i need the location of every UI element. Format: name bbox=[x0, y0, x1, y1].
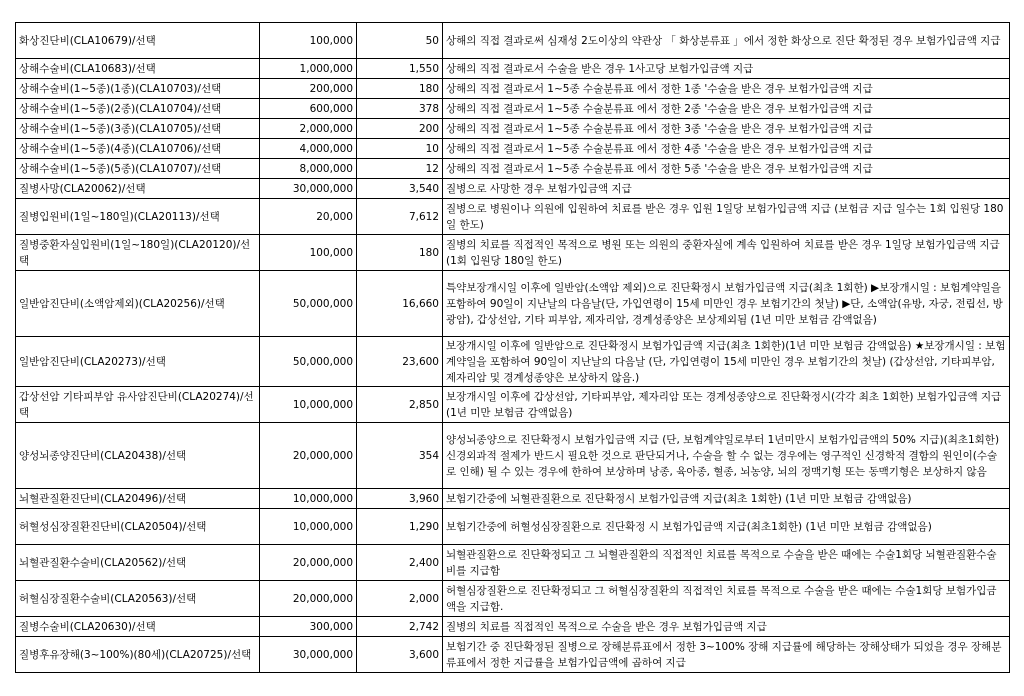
table-row bbox=[16, 387, 1010, 423]
coverage-name: 상해수술비(1~5종)(2종)(CLA10704)/선택 bbox=[16, 99, 260, 119]
premium: 2,400 bbox=[357, 545, 443, 581]
table-row bbox=[16, 59, 1010, 79]
coverage-name: 질병입원비(1일~180일)(CLA20113)/선택 bbox=[16, 199, 260, 235]
coverage-description: 질병의 치료를 직접적인 목적으로 병원 또는 의원의 중환자실에 계속 입원하여 치료를 받은 경우 1일당 보험가입금액 지급(1회 입원당 180일 한도) bbox=[443, 235, 1010, 271]
insured-amount: 4,000,000 bbox=[260, 139, 357, 159]
coverage-description: 질병으로 병원이나 의원에 입원하여 치료를 받은 경우 입원 1일당 보험가입금액 지급 (보험금 지급 일수는 1회 입원당 180일 한도) bbox=[443, 199, 1010, 235]
coverage-table bbox=[15, 22, 1010, 673]
coverage-name: 화상진단비(CLA10679)/선택 bbox=[16, 23, 260, 59]
table-row bbox=[16, 637, 1010, 673]
coverage-name: 갑상선암 기타피부암 유사암진단비(CLA20274)/선택 bbox=[16, 387, 260, 423]
insured-amount: 8,000,000 bbox=[260, 159, 357, 179]
coverage-name: 양성뇌종양진단비(CLA20438)/선택 bbox=[16, 423, 260, 489]
insured-amount: 50,000,000 bbox=[260, 271, 357, 337]
premium: 23,600 bbox=[357, 337, 443, 387]
coverage-name: 뇌혈관질환수술비(CLA20562)/선택 bbox=[16, 545, 260, 581]
coverage-description: 허혈심장질환으로 진단확정되고 그 허혈심장질환의 직접적인 치료를 목적으로 수술을 받은 때에는 수술1회당 보험가입금액을 지급함. bbox=[443, 581, 1010, 617]
premium: 1,550 bbox=[357, 59, 443, 79]
premium: 12 bbox=[357, 159, 443, 179]
coverage-description: 질병으로 사망한 경우 보험가입금액 지급 bbox=[443, 179, 1010, 199]
table-row bbox=[16, 509, 1010, 545]
coverage-name: 질병중환자실입원비(1일~180일)(CLA20120)/선택 bbox=[16, 235, 260, 271]
coverage-name: 상해수술비(CLA10683)/선택 bbox=[16, 59, 260, 79]
premium: 2,850 bbox=[357, 387, 443, 423]
table-row bbox=[16, 199, 1010, 235]
table-row bbox=[16, 423, 1010, 489]
insured-amount: 50,000,000 bbox=[260, 337, 357, 387]
table-row bbox=[16, 581, 1010, 617]
premium: 50 bbox=[357, 23, 443, 59]
coverage-description: 상해의 직접 결과로서 1~5종 수술분류표 에서 정한 2종 '수술을 받은 경우 보험가입금액 지급 bbox=[443, 99, 1010, 119]
coverage-table-body bbox=[16, 23, 1010, 673]
insured-amount: 20,000,000 bbox=[260, 545, 357, 581]
coverage-name: 일반암진단비(소액암제외)(CLA20256)/선택 bbox=[16, 271, 260, 337]
coverage-description: 상해의 직접 결과로서 수술을 받은 경우 1사고당 보험가입금액 지급 bbox=[443, 59, 1010, 79]
table-row bbox=[16, 99, 1010, 119]
insured-amount: 30,000,000 bbox=[260, 179, 357, 199]
insured-amount: 30,000,000 bbox=[260, 637, 357, 673]
premium: 10 bbox=[357, 139, 443, 159]
table-row bbox=[16, 617, 1010, 637]
insured-amount: 20,000,000 bbox=[260, 581, 357, 617]
premium: 2,742 bbox=[357, 617, 443, 637]
coverage-description: 질병의 치료를 직접적인 목적으로 수술을 받은 경우 보험가입금액 지급 bbox=[443, 617, 1010, 637]
coverage-name: 상해수술비(1~5종)(1종)(CLA10703)/선택 bbox=[16, 79, 260, 99]
table-row bbox=[16, 235, 1010, 271]
insured-amount: 600,000 bbox=[260, 99, 357, 119]
coverage-name: 질병수술비(CLA20630)/선택 bbox=[16, 617, 260, 637]
insured-amount: 10,000,000 bbox=[260, 387, 357, 423]
insured-amount: 200,000 bbox=[260, 79, 357, 99]
premium: 180 bbox=[357, 235, 443, 271]
insured-amount: 10,000,000 bbox=[260, 509, 357, 545]
premium: 16,660 bbox=[357, 271, 443, 337]
insured-amount: 2,000,000 bbox=[260, 119, 357, 139]
insured-amount: 100,000 bbox=[260, 235, 357, 271]
coverage-description: 보험기간 중 진단확정된 질병으로 장해분류표에서 정한 3~100% 장해 지급률에 해당하는 장해상태가 되었을 경우 장해분류표에서 정한 지급률을 보험가입금액에 곱하여 지급 bbox=[443, 637, 1010, 673]
coverage-description: 보장개시일 이후에 일반암으로 진단확정시 보험가입금액 지급(최초 1회한)(1년 미만 보험금 감액없음) ★보장개시일 : 보험계약일을 포함하여 90일이 지난날의 다음날 (단, 가입연령이 15세 미만인 경우 보험기간의 첫날) (갑상선암, 기타피부암, 제자리암 및 경계성종양은 보상하지 않음.) bbox=[443, 337, 1010, 387]
table-row bbox=[16, 545, 1010, 581]
premium: 1,290 bbox=[357, 509, 443, 545]
insured-amount: 1,000,000 bbox=[260, 59, 357, 79]
coverage-name: 질병후유장해(3~100%)(80세)(CLA20725)/선택 bbox=[16, 637, 260, 673]
coverage-description: 상해의 직접 결과로서 1~5종 수술분류표 에서 정한 3종 '수술을 받은 경우 보험가입금액 지급 bbox=[443, 119, 1010, 139]
insured-amount: 10,000,000 bbox=[260, 489, 357, 509]
coverage-description: 상해의 직접 결과로써 심재성 2도이상의 약관상 「 화상분류표 」에서 정한 화상으로 진단 확정된 경우 보험가입금액 지급 bbox=[443, 23, 1010, 59]
coverage-description: 특약보장개시일 이후에 일반암(소액암 제외)으로 진단확정시 보험가입금액 지급(최초 1회한) ▶보장개시일 : 보험계약일을 포함하여 90일이 지난날의 다음날(단, 가입연령이 15세 미만인 경우 보험기간의 첫날) ▶단, 소액암(유방, 자궁, 전립선, 방광암), 갑상선암, 기타 피부암, 제자리암, 경계성종양은 보상제외됨 (1년 미만 보험금 감액없음) bbox=[443, 271, 1010, 337]
premium: 378 bbox=[357, 99, 443, 119]
insured-amount: 20,000 bbox=[260, 199, 357, 235]
coverage-name: 질병사망(CLA20062)/선택 bbox=[16, 179, 260, 199]
insured-amount: 300,000 bbox=[260, 617, 357, 637]
premium: 180 bbox=[357, 79, 443, 99]
coverage-description: 상해의 직접 결과로서 1~5종 수술분류표 에서 정한 1종 '수술을 받은 경우 보험가입금액 지급 bbox=[443, 79, 1010, 99]
insured-amount: 20,000,000 bbox=[260, 423, 357, 489]
table-row bbox=[16, 337, 1010, 387]
table-row bbox=[16, 119, 1010, 139]
premium: 3,960 bbox=[357, 489, 443, 509]
table-row bbox=[16, 179, 1010, 199]
premium: 2,000 bbox=[357, 581, 443, 617]
premium: 3,600 bbox=[357, 637, 443, 673]
coverage-name: 상해수술비(1~5종)(5종)(CLA10707)/선택 bbox=[16, 159, 260, 179]
coverage-description: 상해의 직접 결과로서 1~5종 수술분류표 에서 정한 5종 '수술을 받은 경우 보험가입금액 지급 bbox=[443, 159, 1010, 179]
coverage-description: 뇌혈관질환으로 진단확정되고 그 뇌혈관질환의 직접적인 치료를 목적으로 수술을 받은 때에는 수술1회당 뇌혈관질환수술비를 지급함 bbox=[443, 545, 1010, 581]
table-row bbox=[16, 139, 1010, 159]
coverage-name: 상해수술비(1~5종)(4종)(CLA10706)/선택 bbox=[16, 139, 260, 159]
table-row bbox=[16, 79, 1010, 99]
premium: 3,540 bbox=[357, 179, 443, 199]
premium: 7,612 bbox=[357, 199, 443, 235]
coverage-name: 상해수술비(1~5종)(3종)(CLA10705)/선택 bbox=[16, 119, 260, 139]
coverage-name: 뇌혈관질환진단비(CLA20496)/선택 bbox=[16, 489, 260, 509]
coverage-description: 보험기간중에 허혈성심장질환으로 진단확정 시 보험가입금액 지급(최초1회한) (1년 미만 보험금 감액없음) bbox=[443, 509, 1010, 545]
coverage-description: 보험기간중에 뇌혈관질환으로 진단확정시 보험가입금액 지급(최초 1회한) (1년 미만 보험금 감액없음) bbox=[443, 489, 1010, 509]
coverage-name: 허혈심장질환수술비(CLA20563)/선택 bbox=[16, 581, 260, 617]
table-row bbox=[16, 489, 1010, 509]
table-row bbox=[16, 23, 1010, 59]
premium: 354 bbox=[357, 423, 443, 489]
premium: 200 bbox=[357, 119, 443, 139]
coverage-description: 상해의 직접 결과로서 1~5종 수술분류표 에서 정한 4종 '수술을 받은 경우 보험가입금액 지급 bbox=[443, 139, 1010, 159]
table-row bbox=[16, 159, 1010, 179]
coverage-name: 허혈성심장질환진단비(CLA20504)/선택 bbox=[16, 509, 260, 545]
coverage-name: 일반암진단비(CLA20273)/선택 bbox=[16, 337, 260, 387]
table-row bbox=[16, 271, 1010, 337]
coverage-description: 보장개시일 이후에 갑상선암, 기타피부암, 제자리암 또는 경계성종양으로 진단확정시(각각 최초 1회한) 보험가입금액 지급 (1년 미만 보험금 감액없음) bbox=[443, 387, 1010, 423]
insured-amount: 100,000 bbox=[260, 23, 357, 59]
coverage-description: 양성뇌종양으로 진단확정시 보험가입금액 지급 (단, 보험계약일로부터 1년미만시 보험가입금액의 50% 지급)(최초1회한) 신경외과적 절제가 반드시 필요한 것으로 판단되거나, 수술을 할 수 없는 경우에는 영구적인 신경학적 결함의 원인이(수술로 인해) 될 수 있는 경우에 한하여 보상하며 낭종, 육아종, 혈종, 뇌농양, 뇌의 정맥기형 또는 동맥기형은 보상하지 않음 bbox=[443, 423, 1010, 489]
